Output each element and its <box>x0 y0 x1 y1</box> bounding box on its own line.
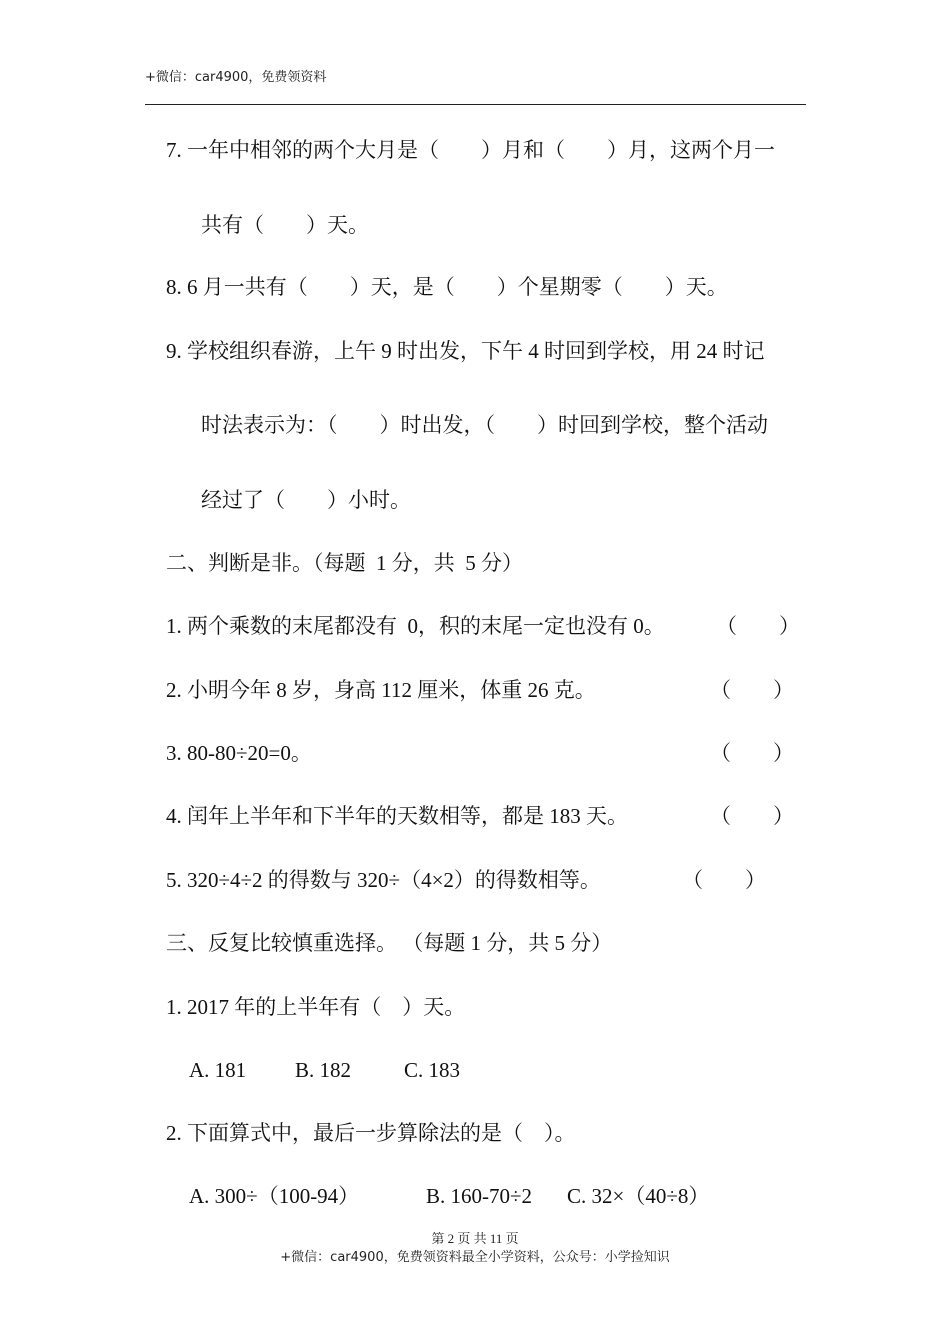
section-3-title: 三、反复比较慎重选择。 （每题 1 分，共 5 分） <box>166 931 613 955</box>
section-2-title: 二、判断是非。（每题 1 分，共 5 分） <box>166 551 523 575</box>
judgement-item-4-parens: （ ） <box>710 804 794 828</box>
judgement-item-5-parens: （ ） <box>682 868 766 892</box>
footer-page-number: 第 2 页 共 11 页 <box>431 1231 519 1246</box>
judgement-item-2-parens: （ ） <box>710 678 794 702</box>
choice-question-1-option-a: A. 181 <box>189 1058 247 1082</box>
choice-question-1-stem: 1. 2017 年的上半年有（ ）天。 <box>166 995 466 1019</box>
judgement-item-3: 3. 80-80÷20=0。 <box>166 741 312 765</box>
question-8: 8. 6 月一共有（ ）天，是（ ）个星期零（ ）天。 <box>166 275 728 299</box>
judgement-item-2: 2. 小明今年 8 岁，身高 112 厘米，体重 26 克。 <box>166 678 596 702</box>
judgement-item-4: 4. 闰年上半年和下半年的天数相等，都是 183 天。 <box>166 804 628 828</box>
judgement-item-1: 1. 两个乘数的末尾都没有 0，积的末尾一定也没有 0。 <box>166 614 665 638</box>
judgement-item-3-parens: （ ） <box>710 741 794 765</box>
choice-question-2-option-b: B. 160-70÷2 <box>426 1184 533 1208</box>
choice-question-1-option-c: C. 183 <box>404 1058 461 1082</box>
footer-note: +微信：car4900，免费领资料最全小学资料，公众号：小学捡知识 <box>280 1250 670 1265</box>
question-7-line-1: 7. 一年中相邻的两个大月是（ ）月和（ ）月，这两个月一 <box>166 138 775 162</box>
choice-question-2-option-c: C. 32×（40÷8） <box>567 1184 710 1208</box>
question-7-line-2: 共有（ ）天。 <box>201 213 369 237</box>
question-9-line-3: 经过了（ ）小时。 <box>201 488 411 512</box>
judgement-item-5: 5. 320÷4÷2 的得数与 320÷（4×2）的得数相等。 <box>166 868 601 892</box>
choice-question-1-option-b: B. 182 <box>295 1058 352 1082</box>
header-rule <box>145 104 806 105</box>
header-note: +微信：car4900，免费领资料 <box>145 70 327 85</box>
question-9-line-1: 9. 学校组织春游，上午 9 时出发，下午 4 时回到学校，用 24 时记 <box>166 339 765 363</box>
choice-question-2-stem: 2. 下面算式中，最后一步算除法的是（ ）。 <box>166 1121 576 1145</box>
question-9-line-2: 时法表示为：（ ）时出发，（ ）时回到学校，整个活动 <box>201 413 768 437</box>
choice-question-2-option-a: A. 300÷（100-94） <box>189 1184 360 1208</box>
judgement-item-1-parens: （ ） <box>716 614 800 638</box>
